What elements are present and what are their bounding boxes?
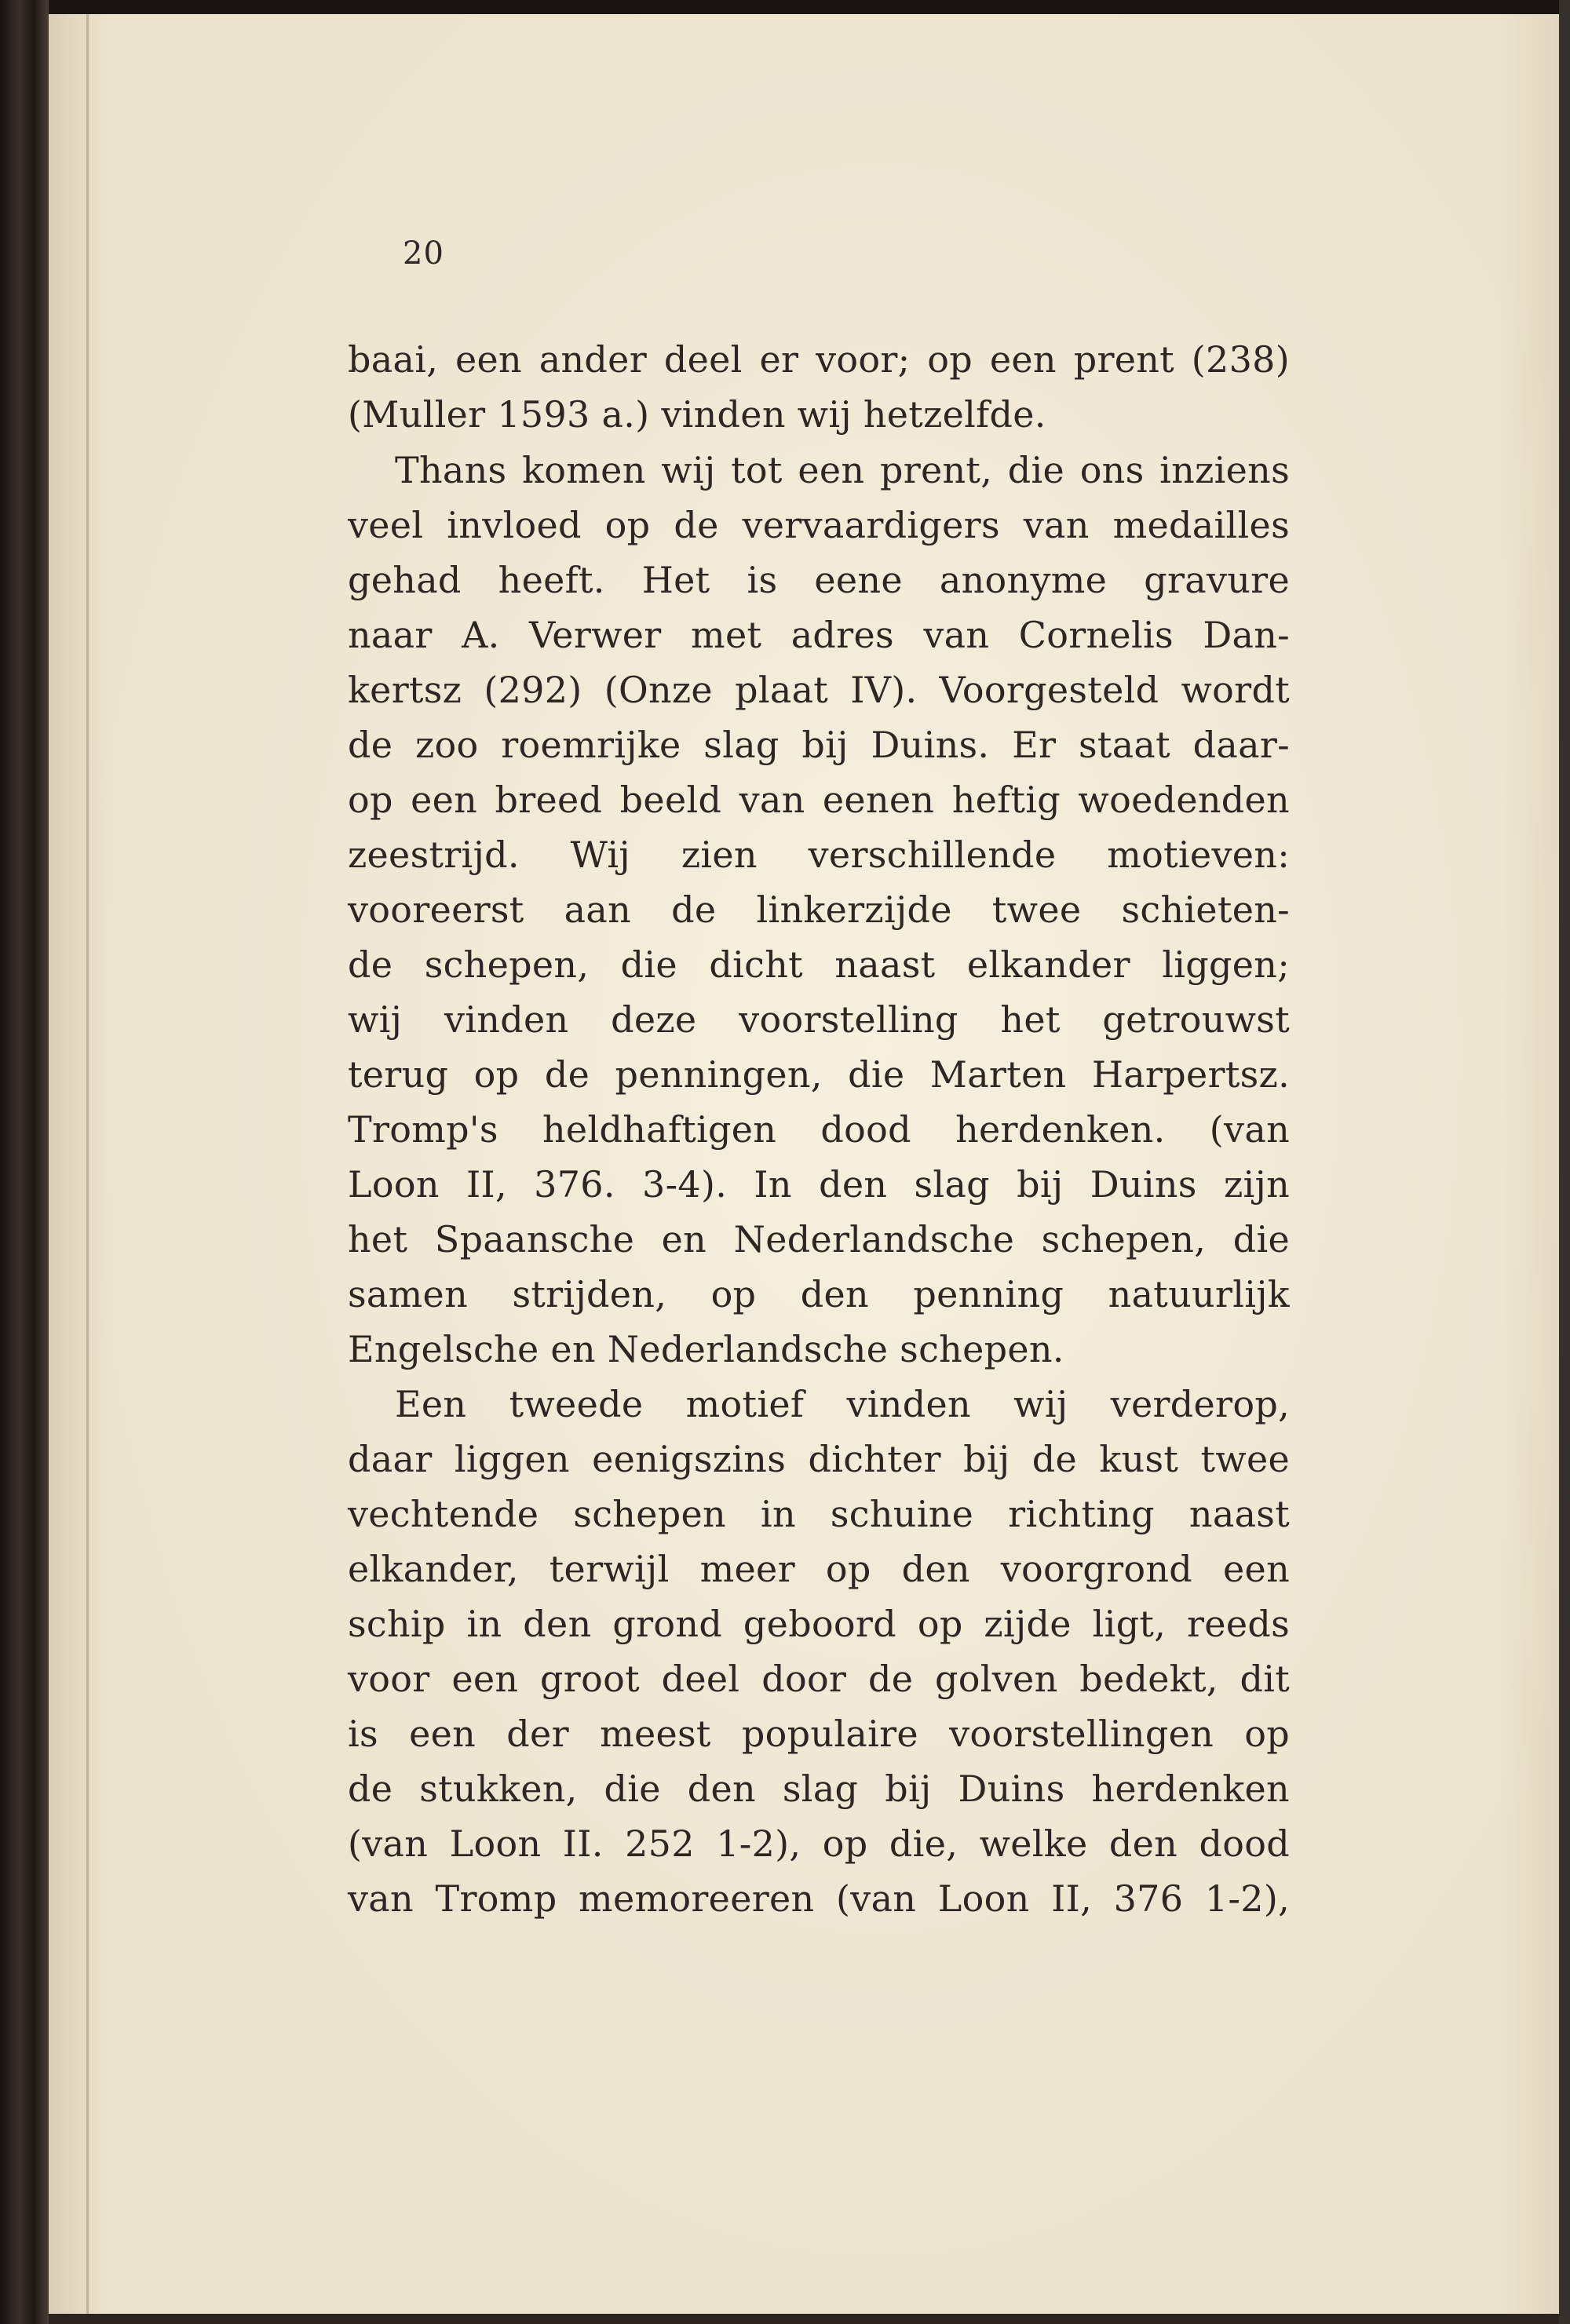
text-line: vooreerst aan de linkerzijde twee schieten- <box>348 888 1290 931</box>
text-line: de schepen, die dicht naast elkander liggen; <box>348 943 1290 986</box>
text-line: voor een groot deel door de golven bedekt, dit <box>348 1658 1290 1700</box>
text-line: samen strijden, op den penning natuurlijk <box>348 1273 1290 1315</box>
text-line: vechtende schepen in schuine richting naast <box>348 1493 1290 1535</box>
text-line: (van Loon II. 252 1-2), op die, welke den dood <box>348 1822 1290 1865</box>
gutter-line <box>86 14 89 2314</box>
page-inner-edge <box>49 14 85 2314</box>
text-line: Thans komen wij tot een prent, die ons inziens <box>395 449 1290 491</box>
text-line: veel invloed op de vervaardigers van medailles <box>348 504 1290 546</box>
text-line: de stukken, die den slag bij Duins herdenken <box>348 1768 1290 1810</box>
text-line: terug op de penningen, die Marten Harpertsz. <box>348 1053 1290 1096</box>
cover-right-edge <box>1559 0 1570 2324</box>
text-line: op een breed beeld van eenen heftig woedenden <box>348 779 1290 821</box>
text-line: van Tromp memoreeren (van Loon II, 376 1-2), <box>348 1877 1290 1920</box>
text-line: het Spaansche en Nederlandsche schepen, die <box>348 1218 1290 1261</box>
text-line: Engelsche en Nederlandsche schepen. <box>348 1328 1064 1370</box>
text-line: baai, een ander deel er voor; op een prent (238) <box>348 338 1290 381</box>
text-line: (Muller 1593 a.) vinden wij hetzelfde. <box>348 393 1046 436</box>
text-line: Tromp's heldhaftigen dood herdenken. (van <box>348 1108 1290 1151</box>
text-line: de zoo roemrijke slag bij Duins. Er staat daar- <box>348 724 1290 766</box>
text-line: kertsz (292) (Onze plaat IV). Voorgesteld wordt <box>348 669 1290 711</box>
page-number: 20 <box>403 235 444 272</box>
text-line: Een tweede motief vinden wij verderop, <box>395 1383 1290 1425</box>
text-line: daar liggen eenigszins dichter bij de kust twee <box>348 1438 1290 1480</box>
book-binding <box>0 0 49 2324</box>
text-line: naar A. Verwer met adres van Cornelis Dan- <box>348 614 1290 656</box>
text-line: wij vinden deze voorstelling het getrouwst <box>348 998 1290 1041</box>
text-line: is een der meest populaire voorstellingen op <box>348 1713 1290 1755</box>
text-line: gehad heeft. Het is eene anonyme gravure <box>348 559 1290 601</box>
text-line: schip in den grond geboord op zijde ligt, reeds <box>348 1603 1290 1645</box>
text-line: Loon II, 376. 3-4). In den slag bij Duins zijn <box>348 1163 1290 1206</box>
text-line: zeestrijd. Wij zien verschillende motieven: <box>348 834 1290 876</box>
text-line: elkander, terwijl meer op den voorgrond een <box>348 1548 1290 1590</box>
